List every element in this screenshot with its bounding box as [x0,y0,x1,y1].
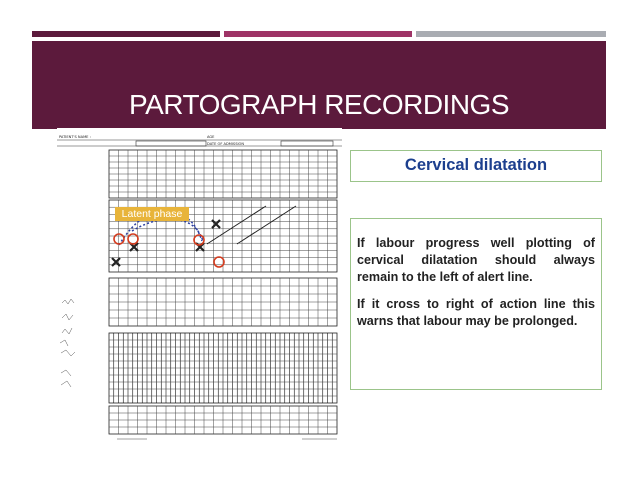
title-banner [32,41,606,129]
latent-phase-label: Latent phase [115,207,189,221]
explanation-paragraph-2: If it cross to right of action line this warns that labour may be prolonged. [357,297,595,328]
slide-title: PARTOGRAPH RECORDINGS [128,89,509,120]
cervical-dilatation-heading-box [350,150,602,182]
form-age: AGE [207,135,215,139]
explanation-box [350,218,602,390]
cervical-dilatation-heading: Cervical dilatation [404,156,548,174]
form-patient-name: PATIENT'S NAME : [59,135,91,139]
explanation-paragraph-1: If labour progress well plotting of cervical dilatation should always remain to the left of alert line. [357,236,595,284]
top-stripe-3 [416,31,606,37]
form-date: DATE OF ADMISSION [207,142,245,146]
partograph-image [57,128,342,444]
top-stripe-2 [224,31,412,37]
top-stripe-1 [32,31,220,37]
